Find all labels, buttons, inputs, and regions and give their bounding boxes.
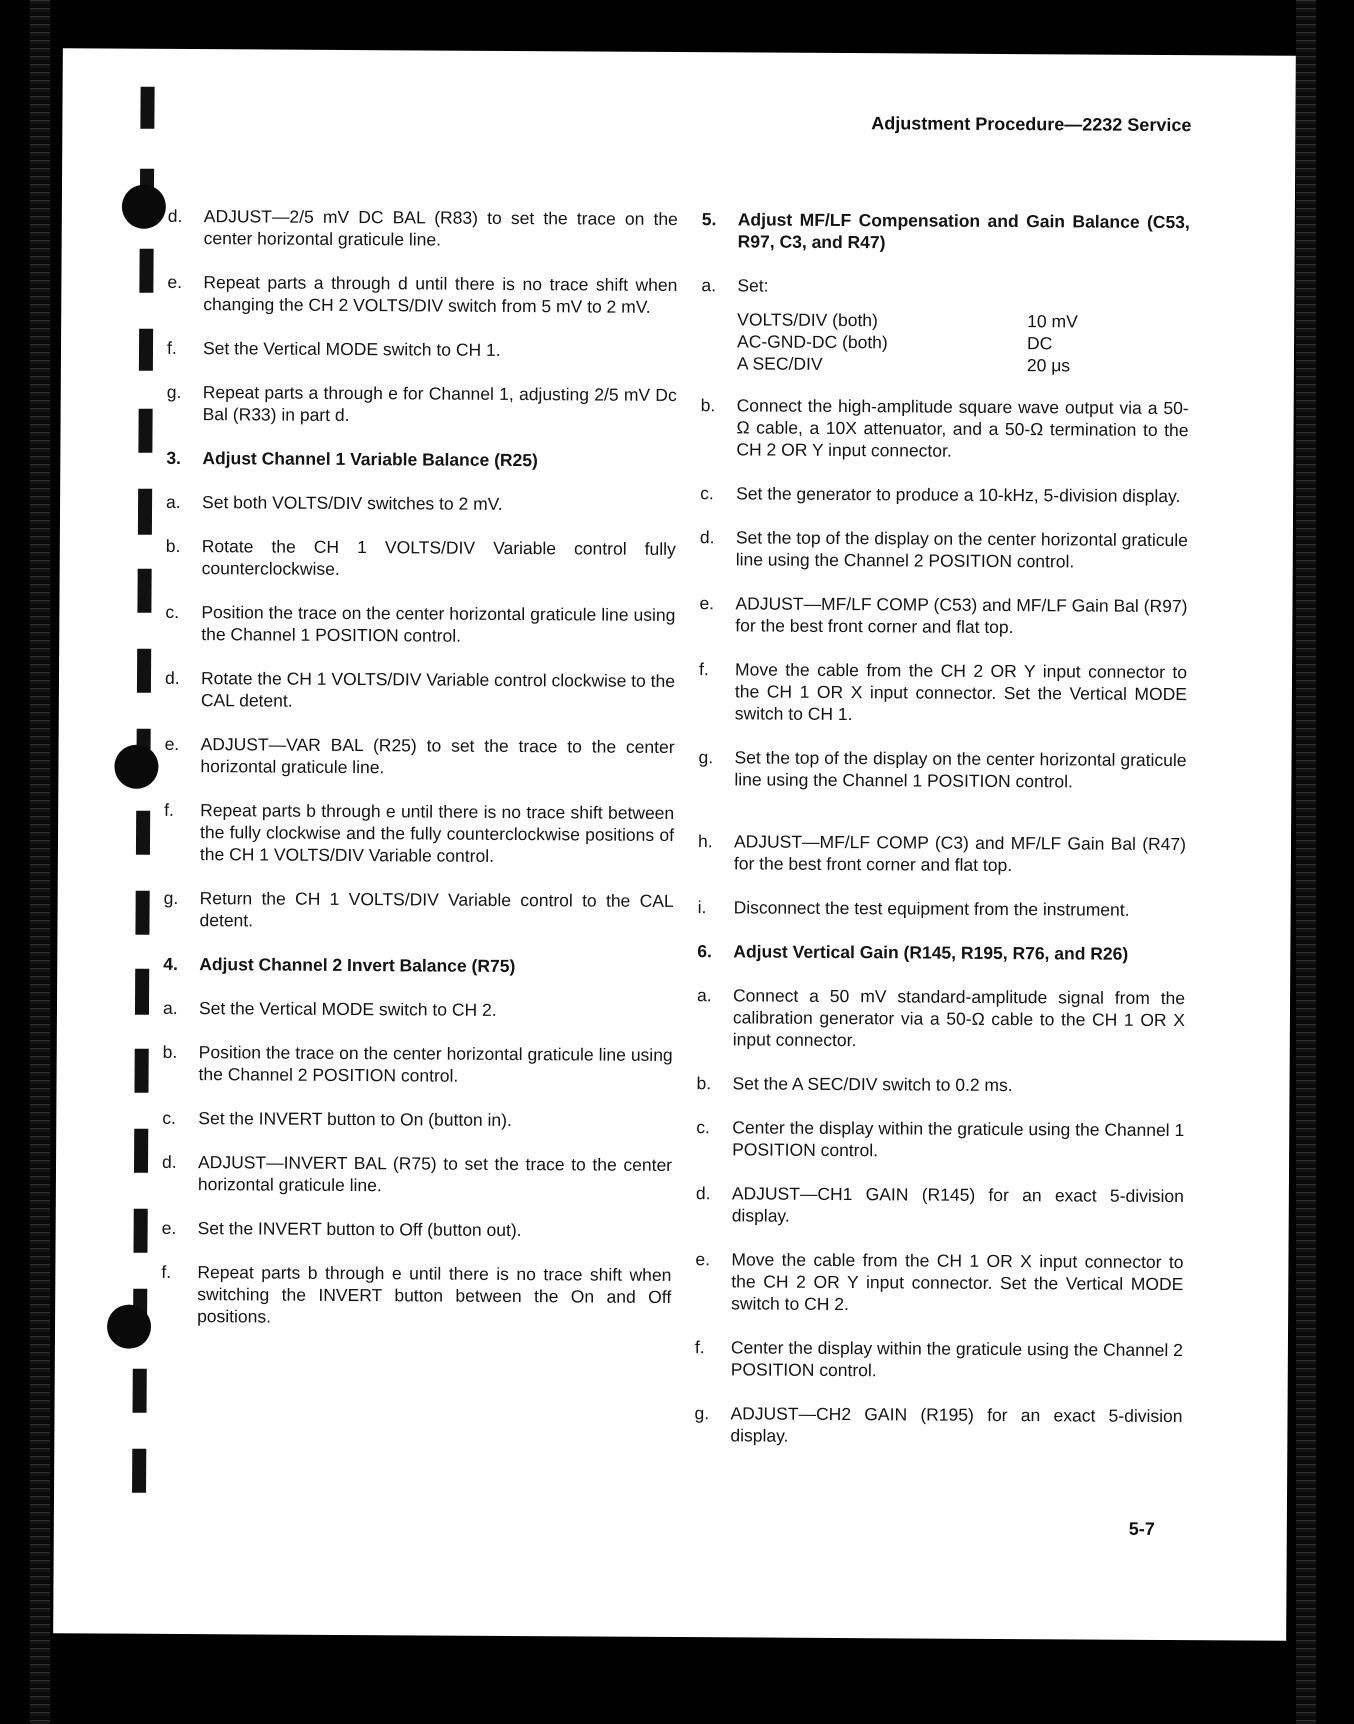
step-text: Move the cable from the CH 2 OR Y input connector to the CH 1 OR X input connector. Set the Vertical MODE switch to CH 1. <box>734 659 1188 725</box>
step-text: ADJUST—VAR BAL (R25) to set the trace to the center horizontal graticule line. <box>200 734 675 778</box>
step-text: Repeat parts b through e until there is no trace shift when switching the INVERT button between the On and Off positions. <box>197 1262 672 1327</box>
margin-bar <box>138 409 152 453</box>
step-text: Position the trace on the center horizontal graticule line using the Channel 1 POSITION control. <box>201 602 676 646</box>
step-text: Connect the high-amplitude square wave output via a 50-Ω cable, a 10X attenuator, and a 50-Ω termination to the CH 2 OR Y input connector. <box>736 395 1189 461</box>
step-item <box>168 205 678 252</box>
settings-table <box>701 308 1189 377</box>
adjustment-marker-icon <box>122 185 166 229</box>
step-label: b. <box>165 535 181 556</box>
step-label: c. <box>696 1117 710 1138</box>
step-label: d. <box>161 1151 177 1172</box>
step-text: Repeat parts b through e until there is no trace shift between the fully clockwise and the fully counterclockwise positions of the CH 1 VOLTS/DIV Variable control. <box>199 800 675 866</box>
step-label: h. <box>697 831 713 852</box>
step-item <box>163 887 673 934</box>
margin-bar <box>136 811 150 855</box>
section-heading <box>166 447 676 472</box>
step-label: f. <box>161 1261 172 1282</box>
step-label: d. <box>695 1183 711 1204</box>
right-column <box>694 208 1190 1471</box>
step-label: e. <box>161 1217 177 1238</box>
step-label: e. <box>699 593 715 614</box>
step-label: a. <box>701 275 717 296</box>
section-heading <box>702 208 1190 255</box>
step-label: e. <box>164 733 180 754</box>
settings-row <box>737 352 1189 377</box>
step-text: Center the display within the graticule using the Channel 1 POSITION control. <box>732 1117 1185 1161</box>
step-item <box>700 394 1188 463</box>
step-item <box>696 1116 1184 1163</box>
step-label: c. <box>165 601 180 622</box>
step-text: VOLTS/DIV (both) <box>737 309 878 331</box>
section-heading <box>163 953 673 978</box>
step-item <box>164 733 674 780</box>
step-label: f. <box>164 799 174 820</box>
step-text: Set the top of the display on the center horizontal graticule line using the Channel 1 POSITION control. <box>734 747 1187 792</box>
step-text: ADJUST—INVERT BAL (R75) to set the trace to the center horizontal graticule line. <box>197 1152 673 1196</box>
step-label: 4. <box>163 953 178 974</box>
step-item <box>166 491 676 516</box>
step-label: c. <box>162 1107 177 1128</box>
scan-edge-left <box>30 0 50 1724</box>
step-item <box>694 1402 1182 1449</box>
step-item <box>163 997 673 1022</box>
step-item <box>699 658 1187 727</box>
step-text: Repeat parts a through d until there is no trace shift when changing the CH 2 VOLTS/DIV switch from 5 mV to 2 mV. <box>203 272 678 317</box>
step-item <box>701 274 1189 299</box>
step-item <box>700 482 1188 507</box>
step-text: 10 mV <box>1027 311 1078 332</box>
step-text: ADJUST—CH1 GAIN (R145) for an exact 5-division display. <box>731 1183 1184 1226</box>
step-item <box>167 381 677 428</box>
step-label: c. <box>700 483 714 504</box>
page-header: Adjustment Procedure—2232 Service <box>871 113 1192 136</box>
step-text: Adjust Channel 1 Variable Balance (R25) <box>202 448 538 471</box>
step-item <box>162 1151 672 1198</box>
step-label: 5. <box>701 209 717 230</box>
step-text: Connect a 50 mV standard-amplitude signal from the calibration generator via a 50-Ω cable to the CH 1 OR X input connector. <box>732 985 1186 1051</box>
step-label: 3. <box>166 447 182 468</box>
margin-bar <box>139 329 153 371</box>
step-item <box>700 526 1188 573</box>
step-text: Set the A SEC/DIV switch to 0.2 ms. <box>732 1073 1013 1096</box>
step-text: Set the generator to produce a 10-kHz, 5-division display. <box>736 483 1181 507</box>
step-item <box>162 1217 672 1242</box>
step-label: i. <box>697 897 707 918</box>
step-label: b. <box>696 1073 712 1094</box>
step-text: Set the INVERT button to On (button in). <box>198 1108 512 1131</box>
step-label: b. <box>162 1041 178 1062</box>
margin-bar <box>132 1449 146 1493</box>
step-text: AC-GND-DC (both) <box>737 331 888 353</box>
step-label: e. <box>167 271 183 292</box>
step-item <box>162 1107 672 1132</box>
step-text: Set the top of the display on the center horizontal graticule line using the Channel 2 POSITION control. <box>735 527 1188 572</box>
margin-bar <box>135 969 149 1015</box>
step-label: f. <box>694 1337 705 1358</box>
step-item <box>695 1336 1183 1383</box>
step-label: g. <box>163 887 179 908</box>
step-text: ADJUST—MF/LF COMP (C53) and MF/LF Gain Bal (R97) for the best front corner and flat top. <box>735 593 1188 638</box>
step-text: Adjust MF/LF Compensation and Gain Balance (C53, R97, C3, and R47) <box>737 209 1190 253</box>
step-text: ADJUST—MF/LF COMP (C3) and MF/LF Gain Bal (R47) for the best front corner and flat top. <box>733 831 1187 876</box>
step-item <box>699 592 1187 639</box>
step-text: Center the display within the graticule using the Channel 2 POSITION control. <box>730 1337 1183 1381</box>
step-text: ADJUST—CH2 GAIN (R195) for an exact 5-division display. <box>730 1403 1183 1446</box>
step-item <box>698 896 1186 921</box>
step-item <box>163 1041 673 1088</box>
step-label: f. <box>699 659 709 680</box>
step-text: 20 μs <box>1026 355 1071 376</box>
settings-row <box>737 330 1189 355</box>
document-page <box>53 48 1296 1641</box>
step-text: Set: <box>737 275 769 296</box>
left-column <box>161 205 678 1352</box>
step-text: Rotate the CH 1 VOLTS/DIV Variable control fully counterclockwise. <box>201 536 676 579</box>
step-item <box>696 1182 1184 1229</box>
margin-bar <box>138 489 152 535</box>
settings-row <box>737 308 1189 333</box>
step-item <box>165 667 675 714</box>
step-text: Return the CH 1 VOLTS/DIV Variable control to the CAL detent. <box>199 888 674 931</box>
step-text: Position the trace on the center horizontal graticule line using the Channel 2 POSITION control. <box>198 1042 673 1086</box>
margin-bar <box>137 569 151 613</box>
margin-bar <box>134 1129 148 1173</box>
step-text: Rotate the CH 1 VOLTS/DIV Variable control clockwise to the CAL detent. <box>200 668 676 711</box>
adjustment-marker-icon <box>114 745 158 789</box>
step-item <box>161 1261 671 1330</box>
step-label: 6. <box>697 941 713 962</box>
step-label: a. <box>162 997 178 1018</box>
step-item <box>697 984 1185 1053</box>
step-label: d. <box>164 667 180 688</box>
step-item <box>698 746 1186 793</box>
step-label: d. <box>167 205 183 226</box>
step-text: Set the INVERT button to Off (button out). <box>197 1218 522 1241</box>
step-label: a. <box>697 985 712 1006</box>
step-item <box>165 601 675 648</box>
step-text: Repeat parts a through e for Channel 1, adjusting 2/5 mV Dc Bal (R33) in part d. <box>202 382 677 426</box>
margin-bar <box>133 1369 147 1413</box>
step-label: a. <box>166 491 181 512</box>
step-label: g. <box>166 381 182 402</box>
step-text: Move the cable from the CH 1 OR X input connector to the CH 2 OR Y input connector. Set the Vertical MODE switch to CH 2. <box>731 1249 1184 1315</box>
margin-bar <box>135 891 149 935</box>
page-number: 5-7 <box>1128 1518 1155 1539</box>
margin-bar <box>134 1049 148 1093</box>
scan-edge-right <box>1296 0 1316 1724</box>
step-text: Set the Vertical MODE switch to CH 1. <box>202 338 501 360</box>
adjustment-marker-icon <box>107 1305 151 1349</box>
step-item <box>698 830 1186 877</box>
step-label: d. <box>699 527 715 548</box>
section-heading <box>697 940 1185 965</box>
step-label: b. <box>700 395 716 416</box>
step-text: A SEC/DIV <box>736 353 823 374</box>
margin-bar <box>139 249 153 293</box>
step-text: Set the Vertical MODE switch to CH 2. <box>198 998 497 1020</box>
step-text: Adjust Channel 2 Invert Balance (R75) <box>199 954 516 977</box>
step-text: DC <box>1027 333 1053 354</box>
step-text: ADJUST—2/5 mV DC BAL (R83) to set the trace on the center horizontal graticule line. <box>203 206 678 250</box>
step-item <box>696 1072 1184 1097</box>
step-label: g. <box>694 1403 710 1424</box>
margin-bar <box>140 87 154 129</box>
step-label: g. <box>698 747 714 768</box>
step-text: Disconnect the test equipment from the instrument. <box>733 897 1130 920</box>
step-label: e. <box>695 1249 711 1270</box>
step-text: Adjust Vertical Gain (R145, R195, R76, and R26) <box>733 941 1129 964</box>
margin-bar <box>137 649 151 693</box>
step-text: Set both VOLTS/DIV switches to 2 mV. <box>202 492 503 514</box>
step-item <box>167 337 677 362</box>
step-item <box>695 1248 1183 1317</box>
step-item <box>167 271 677 318</box>
step-label: f. <box>166 337 177 358</box>
margin-bar <box>133 1209 147 1253</box>
step-item <box>164 799 674 868</box>
step-item <box>166 535 676 582</box>
